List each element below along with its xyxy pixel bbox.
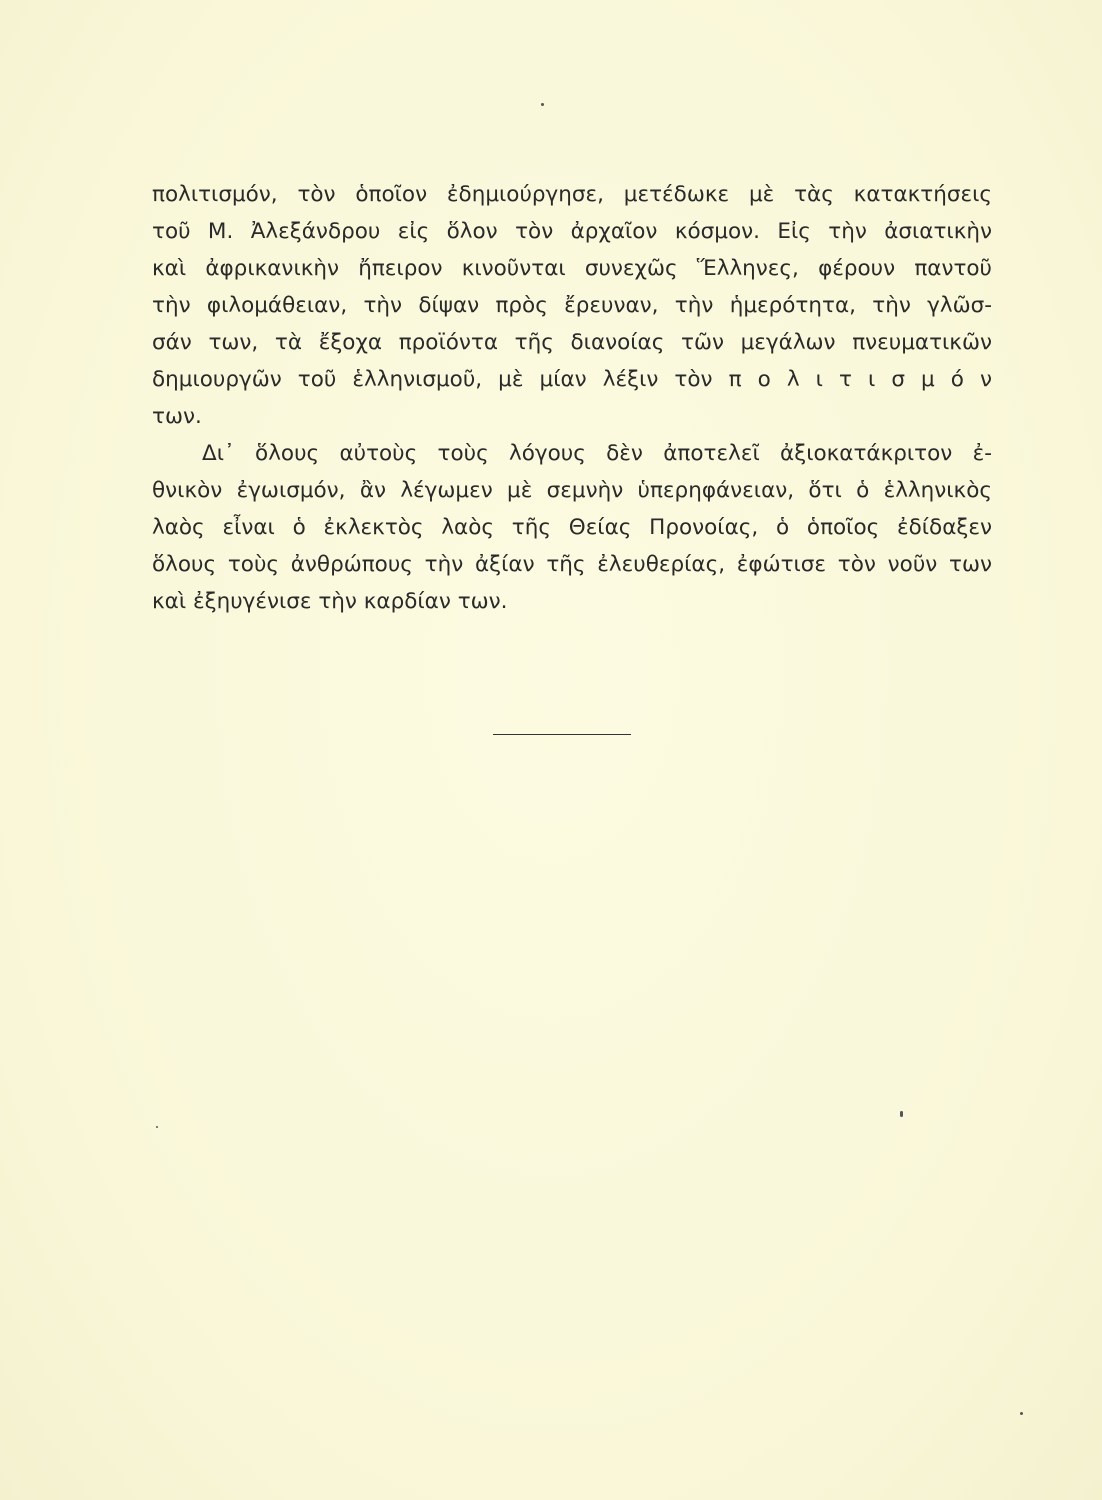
- paper-speck: [156, 1126, 158, 1128]
- text-line: Δι᾽ ὅλους αὐτοὺς τοὺς λόγους δὲν ἀποτελεῖ ἀξιοκατάκριτον ἐ-: [202, 441, 992, 466]
- text-line: καὶ ἐξηυγένισε τὴν καρδίαν των.: [152, 589, 508, 614]
- document-body: [152, 176, 992, 620]
- paper-speck: [1020, 1412, 1023, 1415]
- text-line: δημιουργῶν τοῦ ἑλληνισμοῦ, μὲ μίαν λέξιν τὸν π ο λ ι τ ι σ μ ό ν: [152, 367, 992, 392]
- paper-speck: [541, 103, 544, 106]
- text-line: των.: [152, 404, 202, 429]
- text-line: πολιτισμόν, τὸν ὁποῖον ἐδημιούργησε, μετέδωκε μὲ τὰς κατακτήσεις: [152, 182, 992, 207]
- text-line: τοῦ Μ. Ἀλεξάνδρου εἰς ὅλον τὸν ἀρχαῖον κόσμον. Εἰς τὴν ἀσιατικὴν: [152, 219, 992, 244]
- text-line: θνικὸν ἐγωισμόν, ἂν λέγωμεν μὲ σεμνὴν ὑπερηφάνειαν, ὅτι ὁ ἑλληνικὸς: [152, 478, 992, 503]
- text-line: τὴν φιλομάθειαν, τὴν δίψαν πρὸς ἔρευναν, τὴν ἡμερότητα, τὴν γλῶσ-: [152, 293, 992, 318]
- text-line: σάν των, τὰ ἔξοχα προϊόντα τῆς διανοίας τῶν μεγάλων πνευματικῶν: [152, 330, 992, 355]
- text-line: λαὸς εἶναι ὁ ἐκλεκτὸς λαὸς τῆς Θείας Προνοίας, ὁ ὁποῖος ἐδίδαξεν: [152, 515, 992, 540]
- paper-speck: [900, 1111, 903, 1117]
- section-divider: [493, 734, 631, 735]
- text-line: ὅλους τοὺς ἀνθρώπους τὴν ἀξίαν τῆς ἐλευθερίας, ἐφώτισε τὸν νοῦν των: [152, 552, 992, 577]
- text-line: καὶ ἀφρικανικὴν ἤπειρον κινοῦνται συνεχῶς Ἕλληνες, φέρουν παντοῦ: [152, 256, 992, 281]
